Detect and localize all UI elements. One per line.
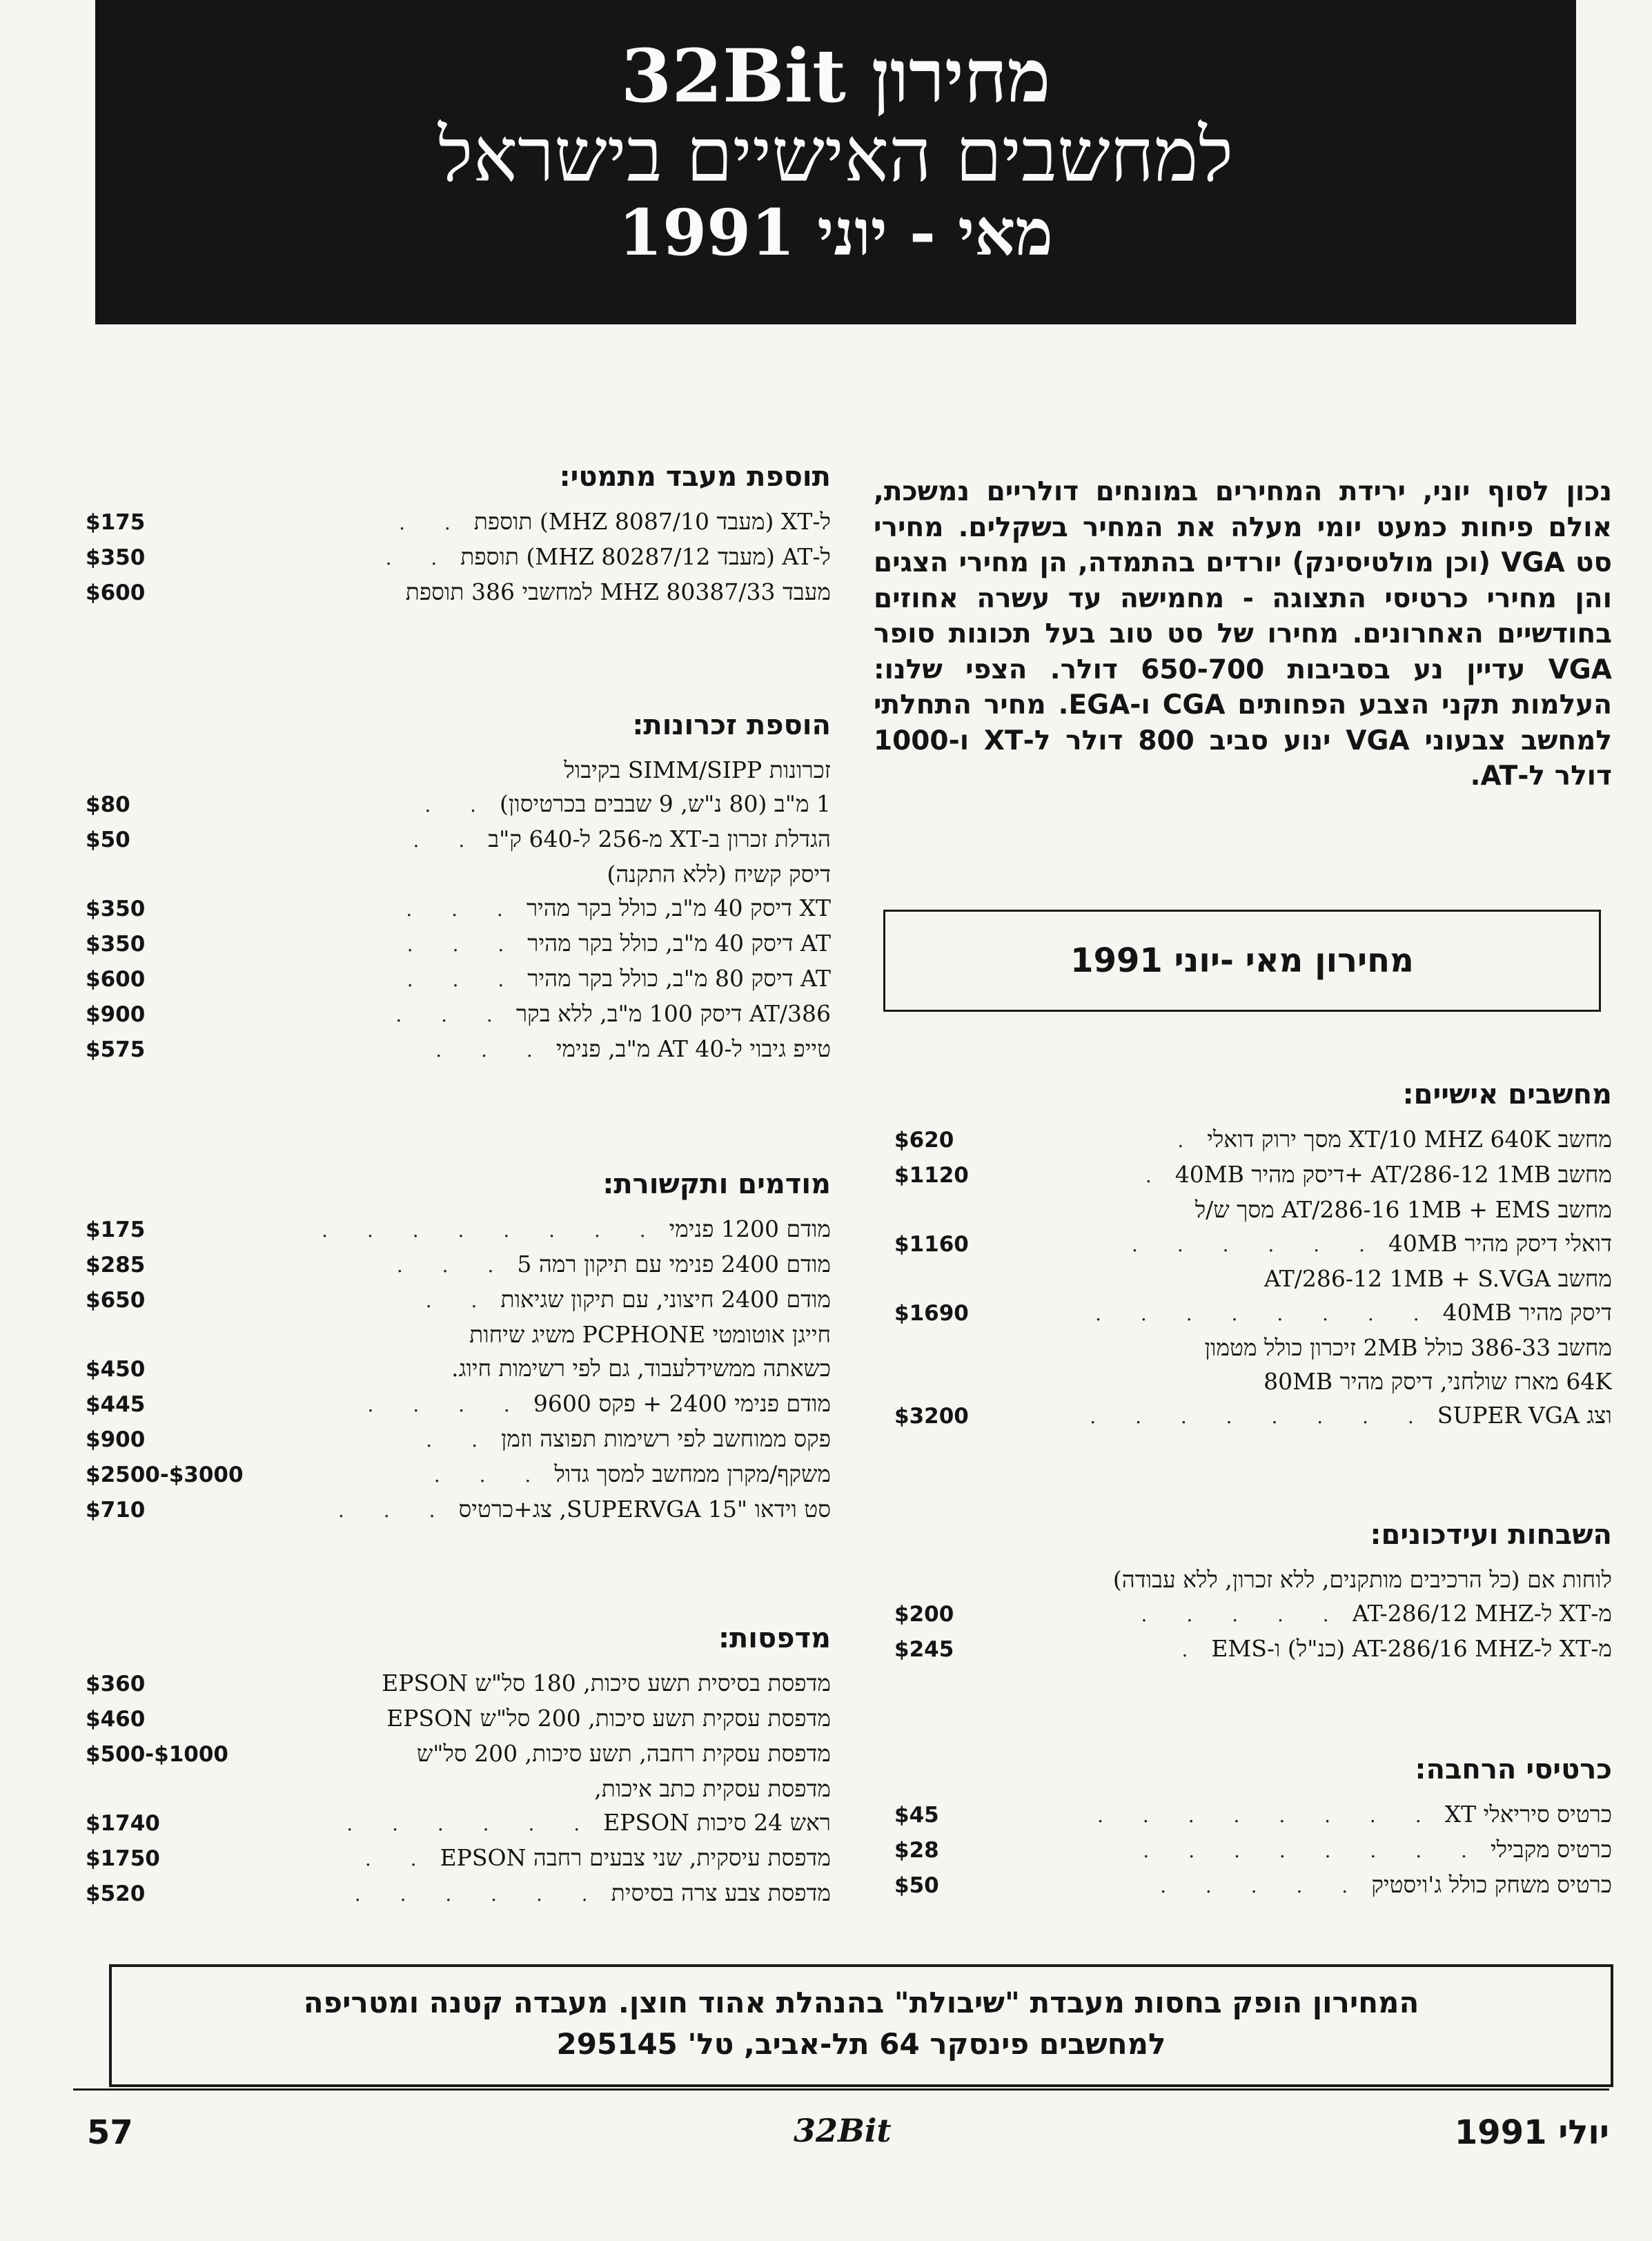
item-price: $575 (86, 1037, 146, 1062)
leader-dots: . . . (433, 1464, 548, 1487)
leader-dots: . . . (435, 1039, 549, 1061)
item-description: כרטיס משחק כולל ג'ויסטיק (1371, 1871, 1612, 1898)
item-description: זכרונות SIMM/SIPP בקיבול (564, 756, 831, 783)
item-price: $1740 (86, 1811, 160, 1836)
item-description: דואלי דיסק מהיר 40MB (1388, 1230, 1612, 1257)
price-row (86, 787, 831, 822)
item-price: $45 (894, 1803, 939, 1828)
item-description: XT דיסק 40 מ"ב, כולל בקר מהיר (526, 894, 831, 921)
item-price: $2500-$3000 (86, 1462, 244, 1487)
section-title: תוספת מעבד מתמטי: (559, 461, 831, 493)
item-price: $600 (86, 580, 146, 605)
item-price: $620 (894, 1128, 954, 1153)
section-expansion-cards (894, 1752, 1612, 1903)
item-description: מדפסת עיסקית, שני צבעים רחבה EPSON (440, 1844, 831, 1871)
leader-dots: . . . (406, 968, 521, 991)
price-row (86, 1247, 831, 1282)
item-description: מודם 1200 פנימי (669, 1215, 831, 1242)
leader-dots: . . . . . . (354, 1883, 604, 1906)
leader-dots: . (1177, 1129, 1201, 1152)
item-description: מדפסת צבע צרה בסיסית (611, 1879, 831, 1906)
item-price: $245 (894, 1637, 954, 1662)
sponsor-line-2: למחשבים פינסקר 64 תל-אביב, טל' 295145 (556, 2027, 1166, 2061)
leader-dots: . . . (395, 1004, 509, 1026)
leader-dots: . . (364, 1848, 433, 1870)
price-row (894, 1262, 1612, 1295)
item-description: מדפסת עסקית כתב איכות, (594, 1775, 831, 1802)
price-row (894, 1364, 1612, 1398)
leader-dots: . . . . . (1160, 1875, 1365, 1897)
item-description: ל-AT (מעבד 80287/12 MHZ) תוספת (460, 543, 831, 570)
sponsor-line-1: המחירון הופק בחסות מעבדת "שיבולת" בהנהלת אהוד חוצן. מעבדה קטנה ומטריפה (303, 1986, 1419, 2019)
leader-dots: . . . . . . (1132, 1233, 1381, 1256)
price-row (894, 1226, 1612, 1262)
price-row (86, 1351, 831, 1387)
leader-dots: . . . . . (1141, 1603, 1346, 1626)
price-row (86, 1876, 831, 1911)
item-price: $1120 (894, 1163, 969, 1188)
section-personal-computers (894, 1077, 1612, 1433)
item-description: מעבד 80387/33 MHZ למחשבי 386 תוספת (405, 578, 831, 605)
leader-dots: . . . . . . (346, 1812, 597, 1835)
header-title: מחירון 32Bit (620, 32, 1051, 119)
item-price: $1160 (894, 1232, 969, 1257)
price-row (86, 1492, 831, 1527)
section-memory (86, 707, 831, 1067)
price-row (86, 1282, 831, 1318)
item-description: AT/386 דיסק 100 מ"ב, ללא בקר (515, 1000, 831, 1027)
item-price: $3200 (894, 1404, 969, 1429)
item-price: $600 (86, 967, 146, 992)
price-row (894, 1797, 1612, 1832)
price-row (894, 1632, 1612, 1667)
item-description: מחשב XT/10 MHZ 640K מסך ירוק דואלי (1207, 1126, 1612, 1153)
price-row (86, 1422, 831, 1457)
sponsor-box (109, 1964, 1613, 2087)
price-row (894, 1563, 1612, 1596)
price-row (86, 926, 831, 961)
item-description: 64K מארז שולחני, דיסק מהיר 80MB (1263, 1368, 1612, 1395)
item-description: מודם פנימי 2400 + פקס 9600 (533, 1390, 831, 1417)
header-banner (95, 0, 1576, 324)
footer-brand: 32Bit (794, 2112, 892, 2149)
item-description: לוחות אם (כל הרכיבים מותקנים, ללא זכרון, ללא עבודה) (1112, 1566, 1612, 1593)
item-price: $520 (86, 1881, 146, 1906)
price-row (86, 575, 831, 610)
leader-dots: . . . . . . . . (322, 1219, 662, 1242)
item-price: $285 (86, 1253, 146, 1278)
item-description: מחשב AT/286-12 1MB +דיסק מהיר 40MB (1174, 1161, 1612, 1188)
leader-dots: . . (424, 794, 493, 816)
leader-dots: . . . . . . . . (1143, 1839, 1484, 1862)
section-math-coprocessor (86, 459, 831, 610)
leader-dots: . . (413, 829, 482, 852)
leader-dots: . . (385, 547, 454, 569)
item-price: $710 (86, 1498, 146, 1523)
item-price: $50 (894, 1873, 939, 1898)
header-date: מאי - יוני 1991 (618, 195, 1053, 270)
item-price: $900 (86, 1002, 146, 1027)
item-price: $360 (86, 1672, 146, 1696)
price-row (894, 1596, 1612, 1632)
item-description: 1 מ"ב (80 נ"ש, 9 שבבים בכרטיסון) (500, 790, 831, 817)
price-row (86, 1212, 831, 1247)
item-price: $500-$1000 (86, 1742, 228, 1767)
item-price: $80 (86, 792, 130, 817)
item-price: $350 (86, 932, 146, 957)
section-modems (86, 1166, 831, 1527)
leader-dots: . . (426, 1429, 494, 1451)
price-row (894, 1398, 1612, 1433)
price-row (86, 961, 831, 997)
item-description: AT דיסק 80 מ"ב, כולל בקר מהיר (527, 965, 831, 992)
item-description: טייפ גיבוי ל-AT 40 מ"ב, פנימי (555, 1035, 831, 1062)
leader-dots: . . . (396, 1254, 511, 1277)
intro-paragraph: נכון לסוף יוני, ירידת המחירים במונחים דולריים נמשכת, אולם פיחות כמעט יומי מעלה את המחיר בשקלים. מחירי סט VGA (וכן מולטיסינק) יורדים בהתמדה, הן מחירי הצגים והן מחירי כרטיסי התצוגה - מחמישה עד עשרה אחוזים בחודשיים האחרונים. מחירו של סט טוב בעל תכונות סופר VGA עדיין נע בסביבות 650-700 דולר. הצפי שלנו: העלמות תקני הצבע הפחותים CGA ו-EGA. מחיר התחלתי למחשב צבעוני VGA ינוע סביב 800 דולר ל-XT ו-1000 דולר ל-AT. (874, 476, 1613, 792)
leader-dots: . . . . . . . . (1090, 1405, 1430, 1428)
price-row (86, 997, 831, 1032)
price-row (86, 540, 831, 575)
item-description: דיסק קשיח (ללא התקנה) (607, 861, 831, 888)
item-description: כשאתה ממשידלעבוד, גם לפי רשימות חיוג. (451, 1355, 831, 1382)
item-description: AT דיסק 40 מ"ב, כולל בקר מהיר (527, 930, 831, 957)
price-row (86, 1318, 831, 1351)
price-row (86, 1387, 831, 1422)
item-price: $175 (86, 1217, 146, 1242)
item-price: $900 (86, 1427, 146, 1452)
leader-dots: . (1181, 1638, 1205, 1661)
section-upgrades (894, 1517, 1612, 1667)
price-row (894, 1868, 1612, 1903)
leader-dots: . . . (406, 898, 520, 921)
price-row (894, 1295, 1612, 1331)
item-price: $50 (86, 828, 130, 852)
item-description: מדפסת עסקית רחבה, תשע סיכות, 200 סל"ש (416, 1740, 831, 1767)
section-title: כרטיסי הרחבה: (1415, 1754, 1612, 1785)
price-row (86, 1666, 831, 1701)
item-description: מודם 2400 פנימי עם תיקון רמה 5 (517, 1251, 831, 1278)
price-row (894, 1832, 1612, 1868)
price-row (894, 1157, 1612, 1193)
item-description: סט וידאו "15 SUPERVGA, צג+כרטיס (458, 1496, 831, 1523)
item-price: $650 (86, 1288, 146, 1313)
item-price: $175 (86, 510, 146, 535)
leader-dots: . . . (337, 1499, 452, 1522)
leader-dots: . (1145, 1164, 1168, 1187)
leader-dots: . . (399, 511, 467, 534)
section-printers (86, 1621, 831, 1911)
price-row (86, 1457, 831, 1492)
price-row (86, 1032, 831, 1067)
item-description: כרטיס מקבילי (1490, 1836, 1612, 1863)
item-price: $28 (894, 1838, 939, 1863)
section-title: השבחות ועידכונים: (1370, 1519, 1612, 1551)
price-row (86, 1841, 831, 1876)
section-title: מדפסות: (718, 1623, 831, 1654)
item-price: $350 (86, 897, 146, 921)
price-row (86, 753, 831, 787)
price-row (86, 1805, 831, 1841)
item-description: מחשב AT/286-12 1MB + S.VGA (1263, 1265, 1612, 1292)
item-price: $450 (86, 1357, 146, 1382)
item-price: $460 (86, 1707, 146, 1732)
page-number: 57 (87, 2113, 133, 2152)
item-description: מ-XT ל-AT-286/12 MHZ (1352, 1600, 1612, 1627)
item-description: דיסק מהיר 40MB (1442, 1299, 1612, 1326)
price-list-title-box (883, 910, 1601, 1012)
footer-rule (73, 2088, 1609, 2091)
price-list-title: מחירון מאי -יוני 1991 (1070, 941, 1414, 980)
section-title: מחשבים אישיים: (1402, 1079, 1612, 1110)
item-description: חייגן אוטומטי PCPHONE משיג שיחות (469, 1321, 831, 1348)
header-subtitle: למחשבים האישיים בישראל (437, 112, 1234, 199)
price-row (86, 1736, 831, 1772)
leader-dots: . . . (406, 933, 521, 956)
item-description: משקף/מקרן ממחשב למסך גדול (554, 1460, 831, 1487)
leader-dots: . . . . . . . . (1095, 1302, 1436, 1325)
item-price: $200 (894, 1602, 954, 1627)
item-description: פקס ממוחשב לפי רשימות תפוצה וזמן (500, 1425, 831, 1452)
leader-dots: . . . . . . . . (1097, 1804, 1438, 1827)
item-description: מחשב 386-33 כולל 2MB זיכרון כולל מטמון (1204, 1334, 1612, 1361)
section-title: מודמים ותקשורת: (602, 1168, 831, 1200)
item-description: כרטיס סיריאלי XT (1444, 1801, 1612, 1828)
item-description: ראש 24 סיכות EPSON (603, 1809, 831, 1836)
item-description: וצג SUPER VGA (1437, 1402, 1612, 1429)
item-description: מחשב AT/286-16 1MB + EMS מסך ש/ל (1194, 1196, 1612, 1223)
price-row (894, 1122, 1612, 1157)
price-row (86, 857, 831, 891)
item-description: ל-XT (מעבד 8087/10 MHZ) תוספת (473, 508, 831, 535)
item-description: הגדלת זכרון ב-XT מ-256 ל-640 ק"ב (488, 825, 831, 852)
section-title: הוספת זכרונות: (632, 710, 831, 741)
item-description: מ-XT ל-AT-286/16 MHZ (כנ"ל) ו-EMS (1211, 1635, 1612, 1662)
footer-date: יולי 1991 (1454, 2113, 1609, 2152)
price-row (894, 1193, 1612, 1226)
leader-dots: . . (425, 1289, 494, 1312)
price-row (86, 822, 831, 857)
leader-dots: . . . . (367, 1393, 527, 1416)
item-description: מודם 2400 חיצוני, עם תיקון שגיאות (500, 1286, 831, 1313)
item-price: $1750 (86, 1846, 160, 1871)
price-row (86, 891, 831, 926)
price-row (86, 1701, 831, 1736)
item-price: $350 (86, 545, 146, 570)
item-description: מדפסת עסקית תשע סיכות, 200 סל"ש EPSON (386, 1705, 831, 1732)
price-row (86, 1772, 831, 1805)
item-description: מדפסת בסיסית תשע סיכות, 180 סל"ש EPSON (382, 1670, 831, 1696)
item-price: $445 (86, 1392, 146, 1417)
price-row (894, 1331, 1612, 1364)
item-price: $1690 (894, 1301, 969, 1326)
price-row (86, 505, 831, 540)
